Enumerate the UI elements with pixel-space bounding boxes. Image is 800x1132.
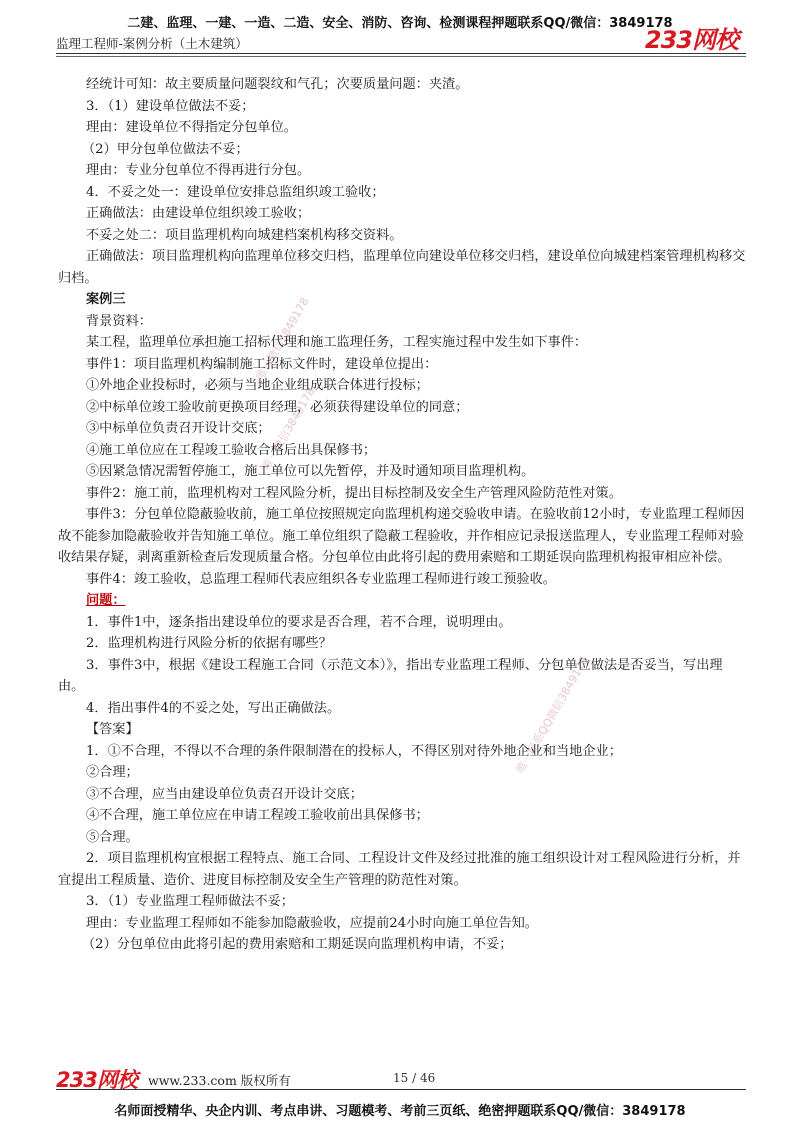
document-body (58, 74, 746, 956)
logo-233: 233网校 (644, 26, 738, 54)
paragraph: （2）甲分包单位做法不妥； (82, 141, 249, 157)
list-item: ②中标单位竣工验收前更换项目经理，必须获得建设单位的同意； (86, 399, 469, 415)
answer-item: 理由：专业监理工程师如不能参加隐蔽验收，应提前24小时向施工单位告知。 (86, 915, 538, 931)
paragraph: 背景资料： (86, 313, 152, 329)
header-rule-thin (56, 56, 746, 57)
answer-item: 2．项目监理机构宜根据工程特点、施工合同、工程设计文件及经过批准的施工组织设计对工程风险进行分析，并宜提出工程质量、造价、进度目标控制及安全生产管理的防范性对策。 (58, 851, 741, 888)
answer-item: ③不合理，应当由建设单位负责召开设计交底； (86, 786, 363, 802)
header-rule (56, 53, 746, 54)
paragraph: 事件4：竣工验收，总监理工程师代表应组织各专业监理工程师进行竣工预验收。 (86, 571, 556, 587)
section-title: 案例三 (86, 292, 126, 307)
watermark-2: 唯一微信3849178 (259, 385, 318, 473)
paragraph: 4．不妥之处一：建设单位安排总监组织竣工验收； (86, 184, 385, 200)
list-item: ⑤因紧急情况需暂停施工，施工单位可以先暂停，并及时通知项目监理机构。 (86, 464, 535, 479)
question-item: 2．监理机构进行风险分析的依据有哪些？ (86, 636, 332, 651)
answer-item: 3．（1）专业监理工程师做法不妥； (86, 894, 294, 909)
header-promo-text: 二建、监理、一建、一造、二造、安全、消防、咨询、检测课程押题联系QQ/微信：3849178 (127, 16, 673, 31)
answer-item: ④不合理，施工单位应在申请工程竣工验收前出具保修书； (86, 808, 429, 823)
list-item: ①外地企业投标时，必须与当地企业组成联合体进行投标； (86, 378, 429, 393)
header-subject-title: 监理工程师-案例分析（土木建筑） (56, 36, 248, 51)
answer-item: （2）分包单位由此将引起的费用索赔和工期延误向监理机构申请，不妥； (82, 937, 513, 952)
answer-item: 1．①不合理，不得以不合理的条件限制潜在的投标人，不得区别对待外地企业和当地企业； (86, 743, 622, 759)
paragraph: 理由：建设单位不得指定分包单位。 (86, 120, 297, 135)
paragraph: 经统计可知：故主要质量问题裂纹和气孔；次要质量问题：夹渣。 (86, 77, 469, 92)
answer-label: 【答案】 (86, 722, 139, 737)
footer-site-text: www.233.com 版权所有 (148, 1073, 291, 1088)
footer-rule (56, 1089, 746, 1090)
paragraph: 不妥之处二：项目监理机构向城建档案机构移交资料。 (86, 227, 403, 243)
page-number: 15 / 46 (393, 1071, 436, 1085)
paragraph: 正确做法：由建设单位组织竣工验收； (86, 206, 311, 221)
list-item: ③中标单位负责召开设计交底； (86, 421, 271, 436)
answer-item: ⑤合理。 (86, 829, 139, 845)
paragraph: 事件1：项目监理机构编制施工招标文件时，建设单位提出： (86, 356, 438, 372)
question-item: 3．事件3中，根据《建设工程施工合同（示范文本）》，指出专业监理工程师、分包单位做法是否妥当，写出理由。 (58, 657, 723, 694)
footer-logo-233: 233网校 (56, 1068, 137, 1092)
answer-item: ②合理； (86, 765, 139, 780)
paragraph: 理由：专业分包单位不得再进行分包。 (86, 163, 311, 178)
paragraph: 某工程，监理单位承担施工招标代理和施工监理任务，工程实施过程中发生如下事件： (86, 335, 588, 350)
paragraph: 事件2：施工前，监理机构对工程风险分析，提出目标控制及安全生产管理风险防范性对策。 (86, 485, 622, 501)
paragraph: 事件3：分包单位隐蔽验收前，施工单位按照规定向监理机构递交验收申请。在验收前12小时，专业监理工程师因故不能参加隐蔽验收并告知施工单位。施工单位组织了隐蔽工程验收，并作相应记录报送监理人，专业监理工程师对验收结果存疑，剥离重新检查后发现质量合格。分包单位由此将引起的费用索赔和工期延误向监理机构报审相应补偿。 (58, 507, 745, 565)
footer-promo-text: 名师面授精华、央企内训、考点串讲、习题模考、考前三页纸、绝密押题联系QQ/微信：3849178 (114, 1104, 686, 1119)
question-label: 问题： (86, 593, 126, 608)
paragraph: 正确做法：项目监理机构向监理单位移交归档，监理单位向建设单位移交归档，建设单位向城建档案管理机构移交归档。 (58, 249, 746, 286)
list-item: ④施工单位应在工程竣工验收合格后出具保修书； (86, 442, 377, 458)
paragraph: 3．（1）建设单位做法不妥； (86, 98, 255, 114)
watermark-3: 唯一联系QQ微信3849178 (513, 654, 592, 776)
question-item: 1．事件1中，逐条指出建设单位的要求是否合理，若不合理，说明理由。 (86, 614, 512, 630)
question-item: 4．指出事件4的不妥之处，写出正确做法。 (86, 700, 341, 716)
watermark-1: 唯一微信3849178 (253, 295, 312, 383)
